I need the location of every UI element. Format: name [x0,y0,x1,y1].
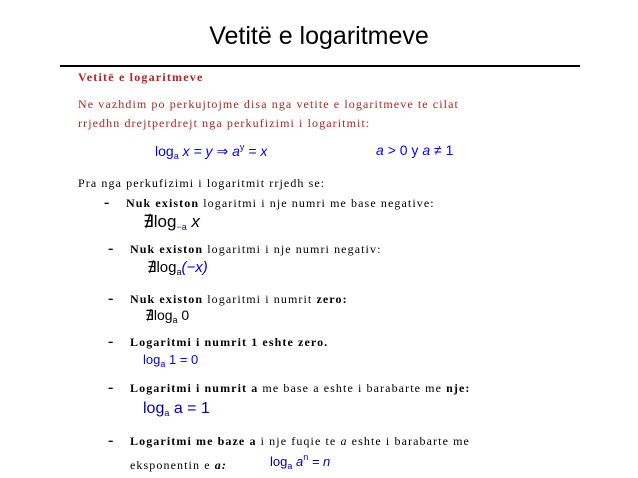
formula-2-log: ∄log [147,259,177,276]
cond-ne: ≠ 1 [434,142,454,158]
formula-2-sub: a [176,267,182,277]
property-6-bold: Logaritmi me baze a [130,434,257,448]
property-4-bold: Logaritmi i numrit 1 eshte zero. [130,335,329,349]
cond-a: a [376,142,384,158]
def-power-base: a [232,143,240,159]
intro-line-1: Ne vazhdim po perkujtojme disa nga vetite e logaritmeve te cilat [78,97,459,111]
section-heading: Vetitë e logaritmeve [78,70,204,84]
formula-3 [145,307,189,325]
formula-2 [147,258,208,277]
property-5: - Logaritmi i numrit a me base a eshte i barabarte me nje: [108,379,471,396]
property-6-line2-bold: a: [214,458,227,472]
formula-4 [143,352,198,369]
def-log: log [155,143,174,159]
formula-5-log: log [143,400,165,417]
property-3-text: logaritmi i numrit [203,292,317,306]
property-1: - Nuk existon logaritmi i nje numri me base negative: [104,194,435,211]
property-6: - Logaritmi me baze a i nje fuqie te a eshte i barabarte me [108,432,470,449]
log-condition [376,142,453,158]
def-power-exp: y [239,142,245,152]
formula-4-sub: a [160,359,166,369]
def-lhs: x = y [182,143,213,159]
formula-1-sub: −a [176,222,187,232]
property-1-text: logaritmi i nje numri me base negative: [199,196,435,210]
formula-5-arg: a = 1 [169,400,210,417]
log-definition [155,142,267,161]
property-2: - Nuk existon logaritmi i nje numri negativ: [108,240,382,257]
property-6-line2-text: eksponentin e [130,458,215,472]
property-2-text: logaritmi i nje numri negativ: [203,242,382,256]
slide-title: Vetitë e logaritmeve [209,22,429,50]
formula-3-sub: a [172,315,178,325]
property-6-text: i nje fuqie te [256,434,341,448]
def-base: a [173,151,179,161]
formula-6-log: log [270,454,288,469]
cond-b: a [422,142,431,158]
property-6-line-2 [130,458,227,473]
title-underline [60,65,580,67]
property-3: - Nuk existon logaritmi i numrit zero: [108,290,348,307]
formula-1-arg: x [186,212,200,231]
lead-text: Pra nga perkufizimi i logaritmit rrjedh se: [78,176,326,190]
formula-6-sub: a [287,461,293,471]
formula-6 [270,452,330,471]
property-5-text: me base a eshte i barabarte me [258,381,447,395]
formula-3-arg: 0 [177,307,190,323]
formula-6-exp: n [303,452,309,462]
property-5-bold: Logaritmi i numrit a [130,381,259,395]
cond-gt: > 0 y [387,142,419,158]
property-1-bold: Nuk existon [126,196,200,210]
intro-line-2: rrjedhn drejtperdrejt nga perkufizimi i logaritmit: [78,116,371,130]
property-6-text-2: eshte i barabarte me [347,434,470,448]
formula-4-log: log [143,352,161,367]
formula-4-arg: 1 = 0 [165,352,199,367]
formula-6-tail: = n [308,454,331,469]
property-3-bold-2: zero: [316,292,348,306]
formula-2-arg: (−x) [181,259,208,276]
formula-6-arg: a [292,454,304,469]
property-4: - Logaritmi i numrit 1 eshte zero. [108,333,329,350]
property-3-bold: Nuk existon [130,292,204,306]
formula-5 [143,400,210,418]
formula-1 [143,212,200,232]
def-rhs: = x [248,143,268,159]
formula-5-sub: a [164,408,170,418]
formula-1-log: ∄log [143,212,177,231]
formula-3-log: ∄log [145,307,173,323]
property-5-bold-2: nje: [446,381,471,395]
def-implies: ⇒ [216,143,229,159]
property-6-italic: a [340,434,348,448]
property-2-bold: Nuk existon [130,242,204,256]
